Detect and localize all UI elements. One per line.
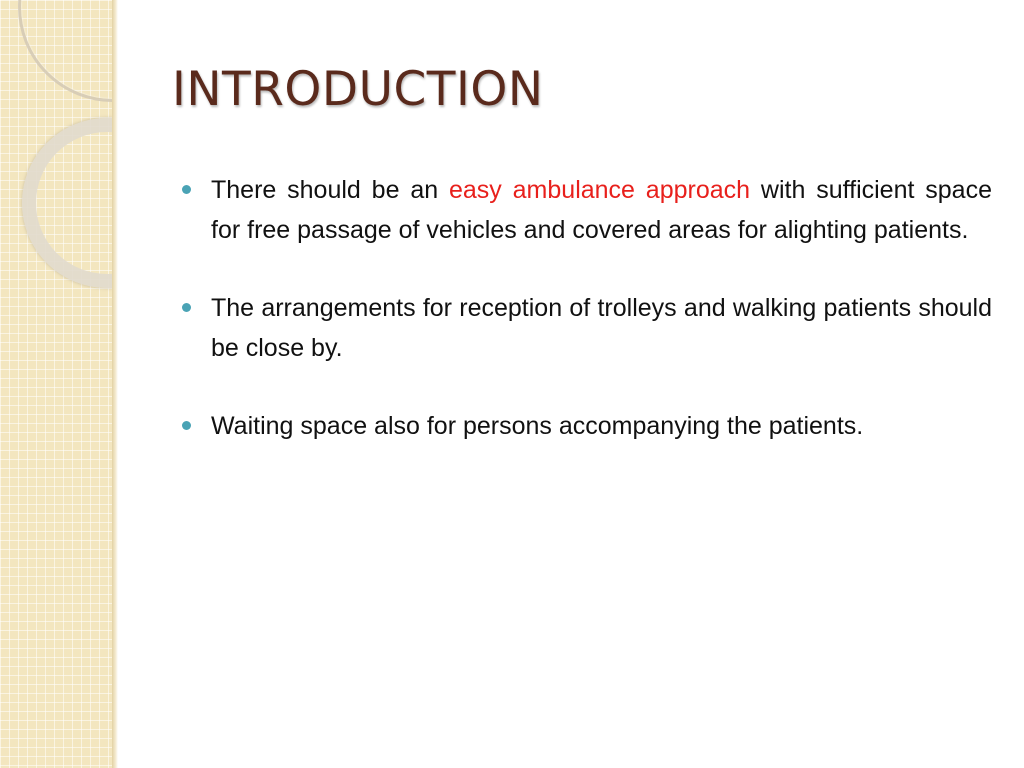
list-item bbox=[180, 170, 992, 250]
bullet-dot-icon bbox=[182, 421, 191, 430]
list-item bbox=[180, 406, 992, 446]
side-band-edge bbox=[112, 0, 118, 768]
bullet-text: Waiting space also for persons accompanying the patients. bbox=[211, 412, 864, 440]
bullet-dot-icon bbox=[182, 185, 191, 194]
bullet-text: The arrangements for reception of trolleys and walking patients should be close by. bbox=[211, 294, 992, 362]
bullet-dot-icon bbox=[182, 303, 191, 312]
decorative-ring-icon bbox=[18, 0, 112, 102]
bullet-list bbox=[180, 170, 992, 484]
bullet-text-start: There should be an bbox=[211, 176, 449, 204]
slide-title: INTRODUCTION bbox=[172, 62, 544, 117]
decorative-side-band bbox=[0, 0, 112, 768]
decorative-ring-icon bbox=[22, 118, 112, 288]
highlighted-phrase: easy ambulance approach bbox=[449, 176, 751, 204]
list-item bbox=[180, 288, 992, 368]
bullet-text bbox=[211, 170, 992, 250]
bullet-text-end: with sufficient space for free passage of vehicles and covered areas for alighting patients. bbox=[211, 176, 992, 244]
